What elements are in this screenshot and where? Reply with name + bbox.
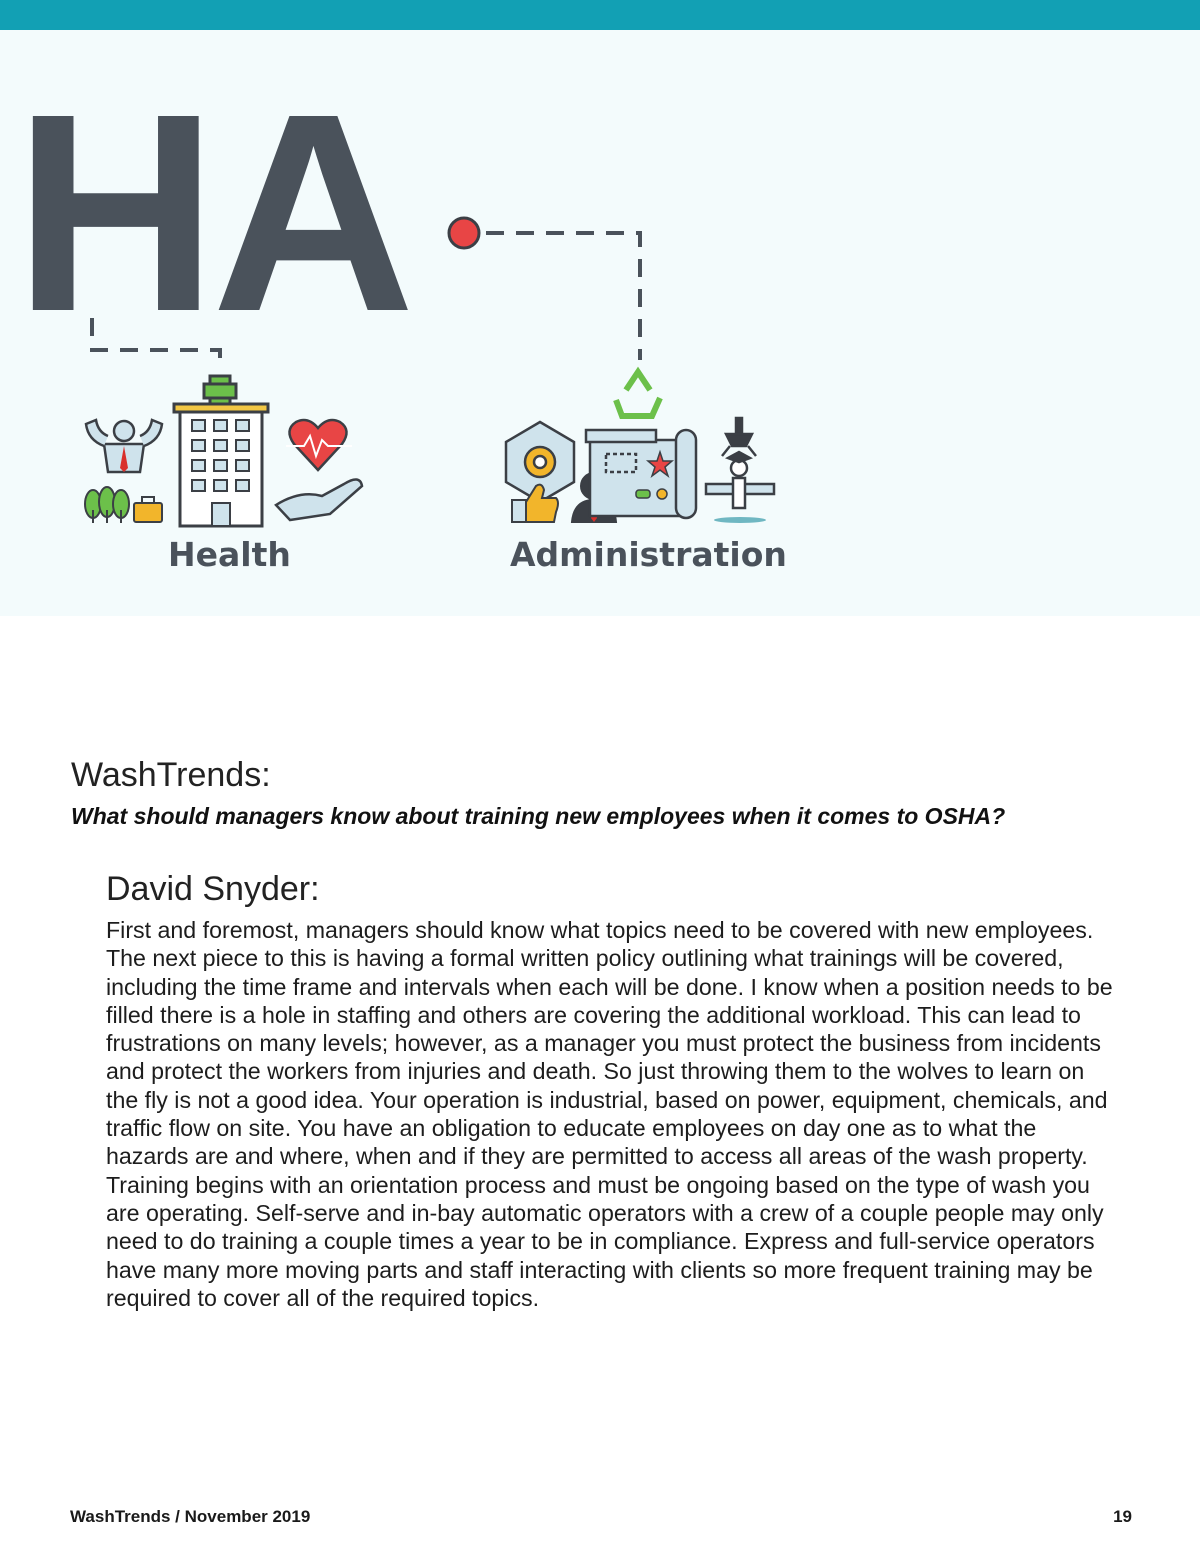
interviewer-name: WashTrends:	[71, 756, 271, 794]
footer-publication: WashTrends / November 2019	[70, 1507, 311, 1526]
recycle-icon	[616, 372, 660, 416]
answer-paragraph: First and foremost, managers should know what topics need to be covered with new employees. The next piece to this is having a formal written policy outlining what trainings will be covered, including the time frame and intervals when each will be done. I know when a position needs to be filled there is a hole in staffing and others are covering the additional workload. This can lead to frustrations on many levels; however, as a manager you must protect the business from incidents and protect the workers from injuries and death. So just throwing them to the wolves to learn on the fly is not a good idea. Your operation is industrial, based on power, equipment, chemicals, and traffic flow on site. You have an obligation to educate employees on day one as to what the hazards are and where, when and if they are permitted to access all areas of the wash property. Training begins with an orientation process and must be ongoing based on the type of wash you are operating. Self-serve and in-bay automatic operators with a crew of a couple people may only need to do training a couple times a year to be in compliance. Express and full-service operators have many more moving parts and staff interacting with clients so more frequent training may be required to cover all of the required topics.	[106, 917, 1113, 1311]
health-connector	[92, 318, 220, 368]
blueprint-icon	[586, 430, 696, 518]
top-accent-bar	[0, 0, 1200, 30]
health-icons	[85, 376, 362, 526]
heart-hand-icon	[276, 420, 362, 520]
category-label-health: Health	[168, 535, 291, 574]
interview-question: What should managers know about training new employees when it comes to OSHA?	[71, 803, 1006, 829]
admin-icons	[506, 372, 774, 523]
hero-graphics	[0, 30, 1200, 616]
hero-illustration	[0, 30, 1200, 616]
trees-icon	[85, 487, 129, 523]
big-letters-ha: HA	[14, 55, 410, 370]
hospital-icon	[174, 376, 268, 526]
red-marker-dot	[449, 218, 479, 248]
admin-connector	[486, 233, 640, 360]
briefcase-icon	[134, 497, 162, 522]
speaker-name: David Snyder:	[106, 870, 320, 908]
robot-claw-graduate-icon	[706, 418, 774, 523]
footer-page-number: 19	[1113, 1507, 1132, 1526]
strong-person-icon	[86, 420, 162, 472]
category-label-administration: Administration	[510, 535, 787, 574]
